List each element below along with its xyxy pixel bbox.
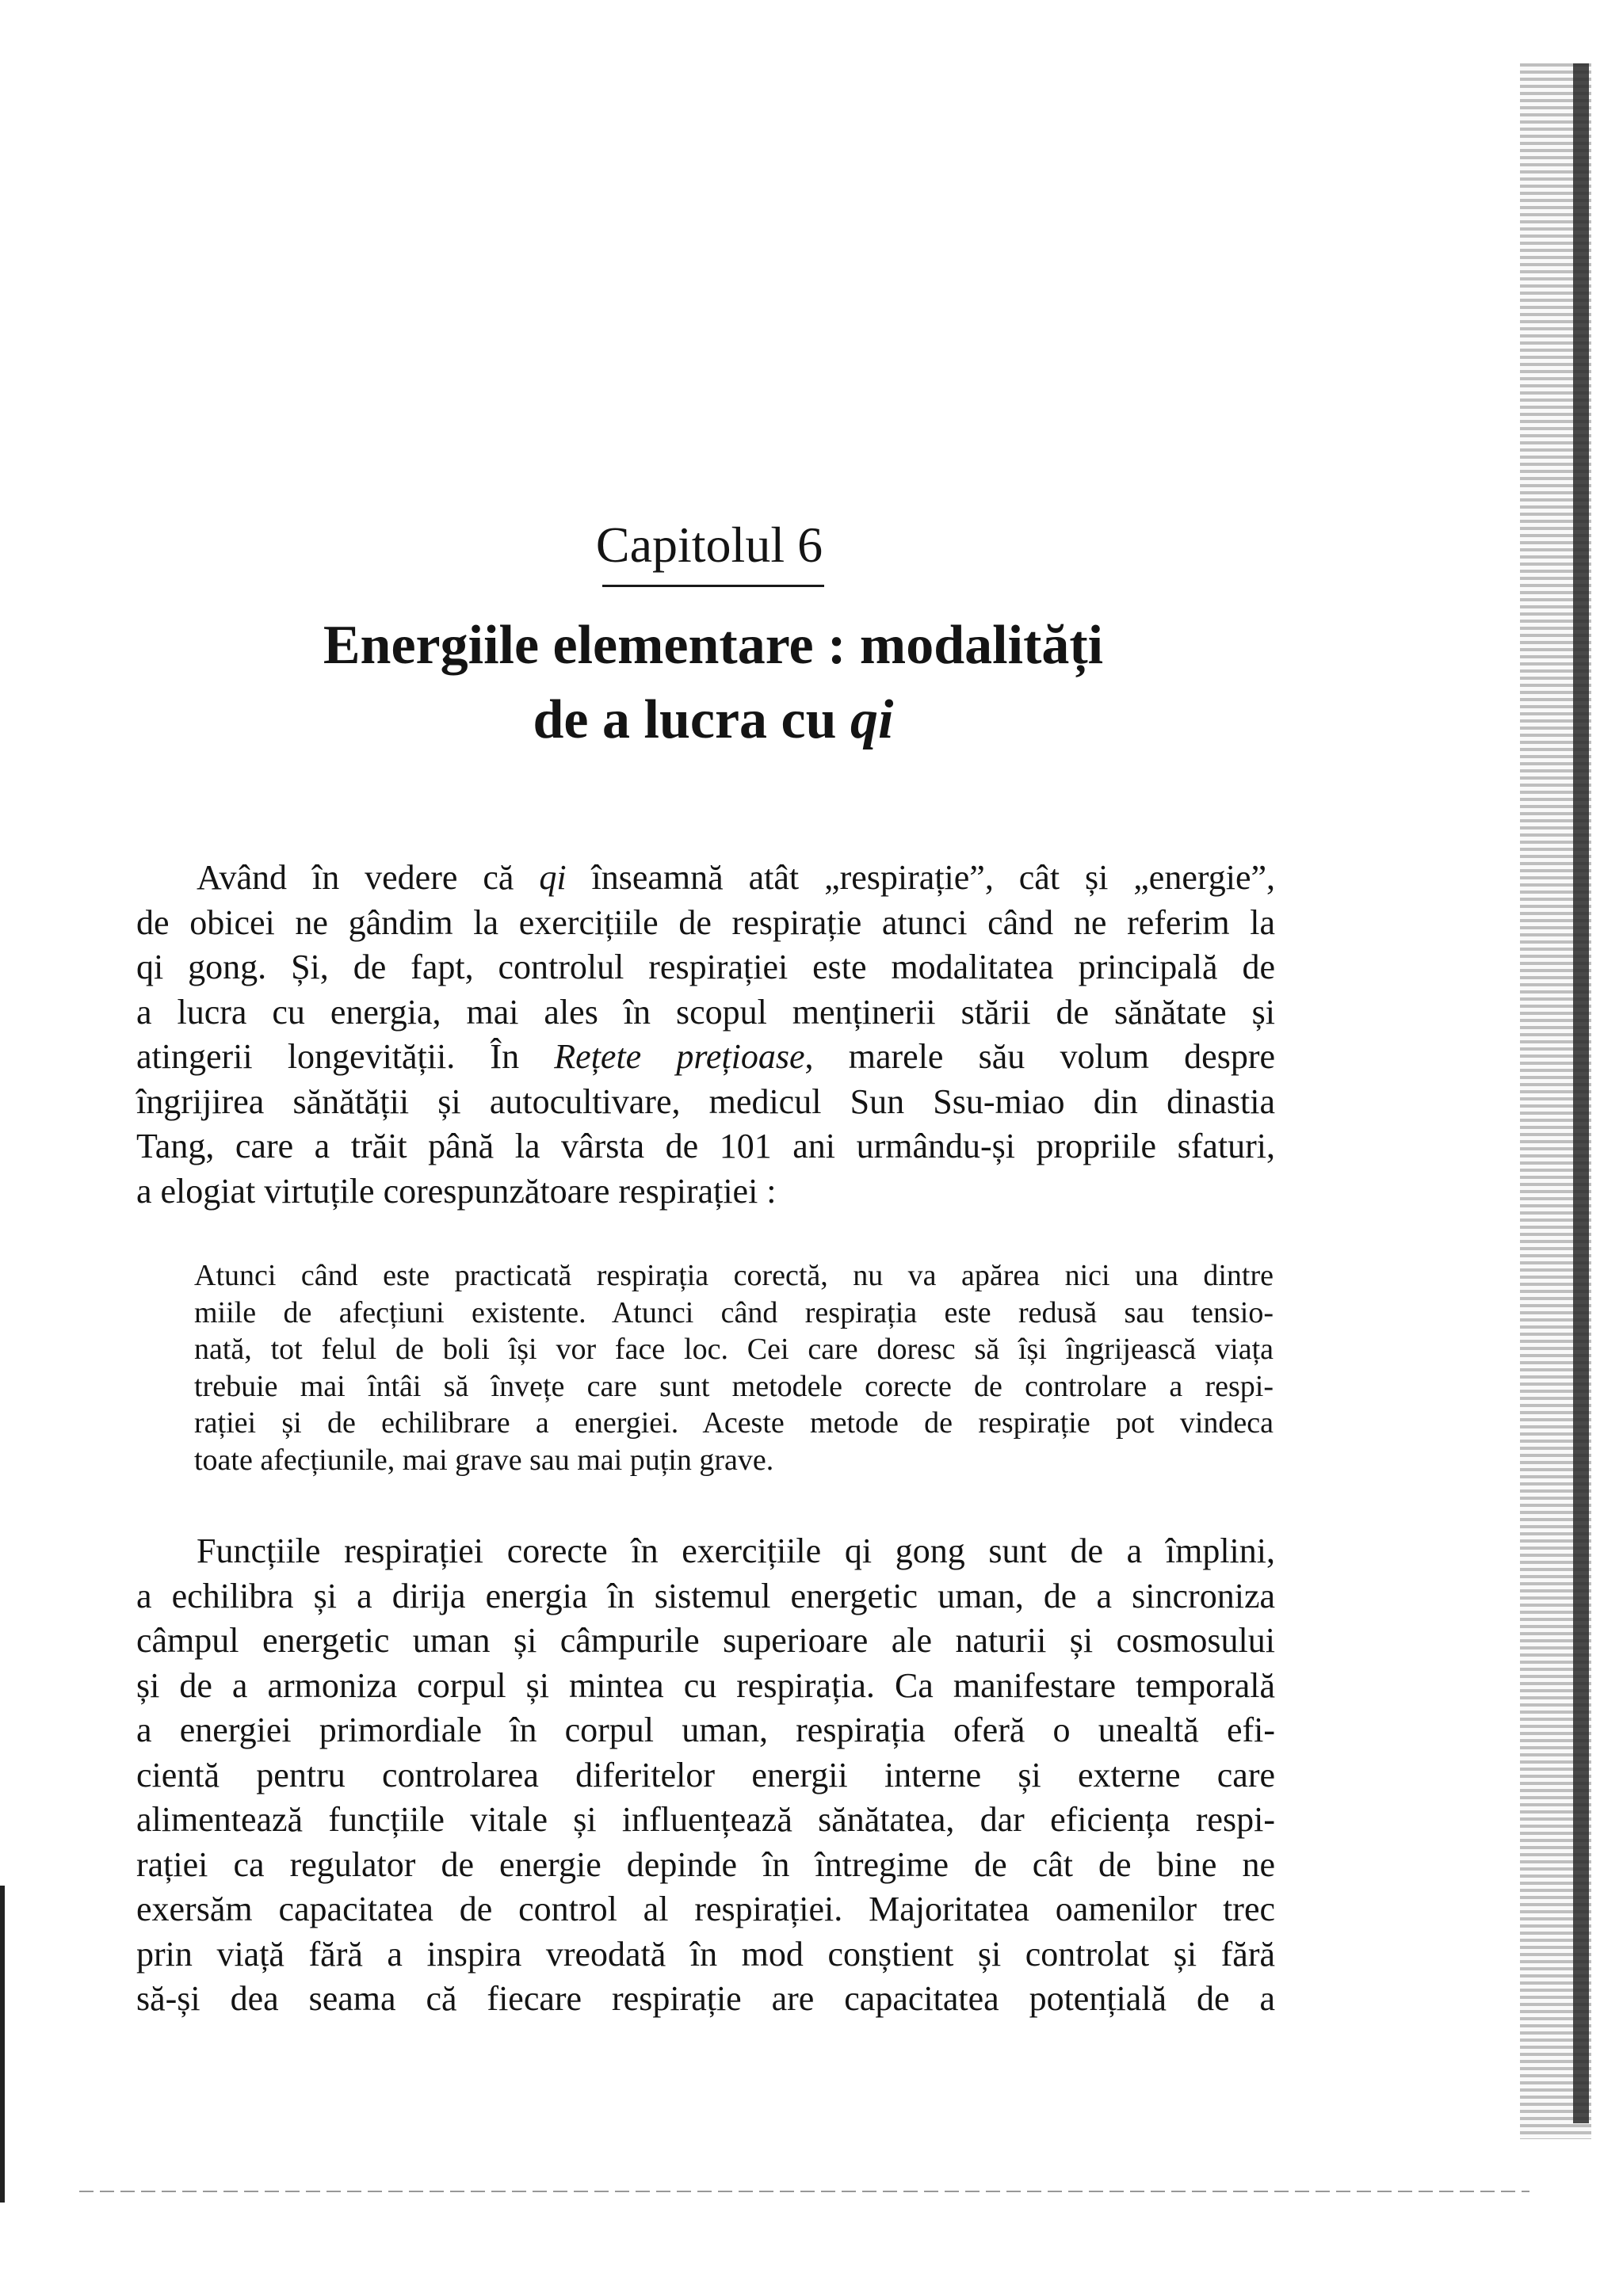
paragraph-line: a energiei primordiale în corpul uman, respirația oferă o unealtă efi- — [136, 1711, 1275, 1749]
quote-line: toate afecțiunile, mai grave sau mai puțin grave. — [194, 1443, 774, 1477]
text-run: atingerii longevității. În — [136, 1037, 555, 1076]
paragraph-line: a lucra cu energia, mai ales în scopul menținerii stării de sănătate și — [136, 992, 1275, 1032]
chapter-underline — [602, 585, 824, 587]
paragraph-line: prin viață fără a inspira vreodată în mod conștient și controlat și fără — [136, 1934, 1275, 1974]
scan-left-edge-mark — [0, 1886, 5, 2203]
paragraph-line: qi gong. Și, de fapt, controlul respirației este modalitatea principală de — [136, 948, 1275, 986]
paragraph-line: de obicei ne gândim la exercițiile de respirație atunci când ne referim la — [136, 902, 1275, 942]
chapter-title — [238, 608, 1189, 757]
paragraph-line — [136, 856, 1275, 901]
paragraph-line: alimentează funcțiile vitale și influențează sănătatea, dar eficiența respi- — [136, 1800, 1275, 1839]
chapter-title-line-1: Energiile elementare : modalități — [323, 615, 1104, 676]
text-run: Având în vedere că — [197, 858, 540, 897]
quote-line: trebuie mai întâi să învețe care sunt metodele corecte de controlare a respi- — [194, 1369, 1274, 1403]
quote-line: miile de afecțiuni existente. Atunci când respirația este redusă sau tensio- — [194, 1295, 1274, 1329]
paragraph-breathing-functions — [136, 1529, 1275, 2022]
paragraph-line: câmpul energetic uman și câmpurile superioare ale naturii și cosmosului — [136, 1621, 1275, 1660]
book-title-italic: Rețete prețioase — [554, 1037, 805, 1076]
chapter-title-line-2-text: de a lucra cu — [533, 689, 851, 750]
paragraph-line: să-și dea seama că fiecare respirație are capacitatea potențială de a — [136, 1979, 1275, 2018]
chapter-title-qi: qi — [850, 689, 894, 750]
paragraph-line: rației ca regulator de energie depinde în întregime de cât de bine ne — [136, 1844, 1275, 1884]
paragraph-line: cientă pentru controlarea diferitelor energii interne și externe care — [136, 1755, 1275, 1794]
text-run: , marele său volum despre — [804, 1037, 1275, 1076]
paragraph-line: Funcțiile respirației corecte în exercițiile qi gong sunt de a împlini, — [197, 1531, 1275, 1570]
italic-term-qi: qi — [539, 858, 567, 897]
paragraph-line — [136, 1035, 1275, 1080]
paragraph-line: și de a armoniza corpul și mintea cu respirația. Ca manifestare temporală — [136, 1665, 1275, 1705]
chapter-title-line-2 — [238, 683, 1189, 757]
paragraph-line: îngrijirea sănătății și autocultivare, medicul Sun Ssu-miao din dinastia — [136, 1081, 1275, 1121]
paragraph-line: exersăm capacitatea de control al respirației. Majoritatea oamenilor trec — [136, 1890, 1275, 1928]
quote-line: nată, tot felul de boli își vor face loc. Cei care doresc să își îngrijească viața — [194, 1333, 1274, 1366]
chapter-label: Capitolul 6 — [595, 517, 823, 573]
scan-bottom-artifact — [79, 2191, 1529, 2192]
block-quote — [194, 1257, 1274, 1478]
quote-line: rației și de echilibrare a energiei. Aceste metode de respirație pot vindeca — [194, 1406, 1274, 1440]
paragraph-line: a echilibra și a dirija energia în sistemul energetic uman, de a sincroniza — [136, 1576, 1275, 1615]
quote-line: Atunci când este practicată respirația corectă, nu va apărea nici una dintre — [194, 1259, 1274, 1292]
paragraph-line: Tang, care a trăit până la vârsta de 101 ani urmându-și propriile sfaturi, — [136, 1127, 1275, 1165]
scan-binding-strip — [1573, 63, 1589, 2123]
paragraph-intro — [136, 856, 1275, 1214]
text-run: înseamnă atât „respirație”, cât și „energie”, — [566, 858, 1276, 897]
paragraph-line: a elogiat virtuțile corespunzătoare respirației : — [136, 1171, 777, 1211]
